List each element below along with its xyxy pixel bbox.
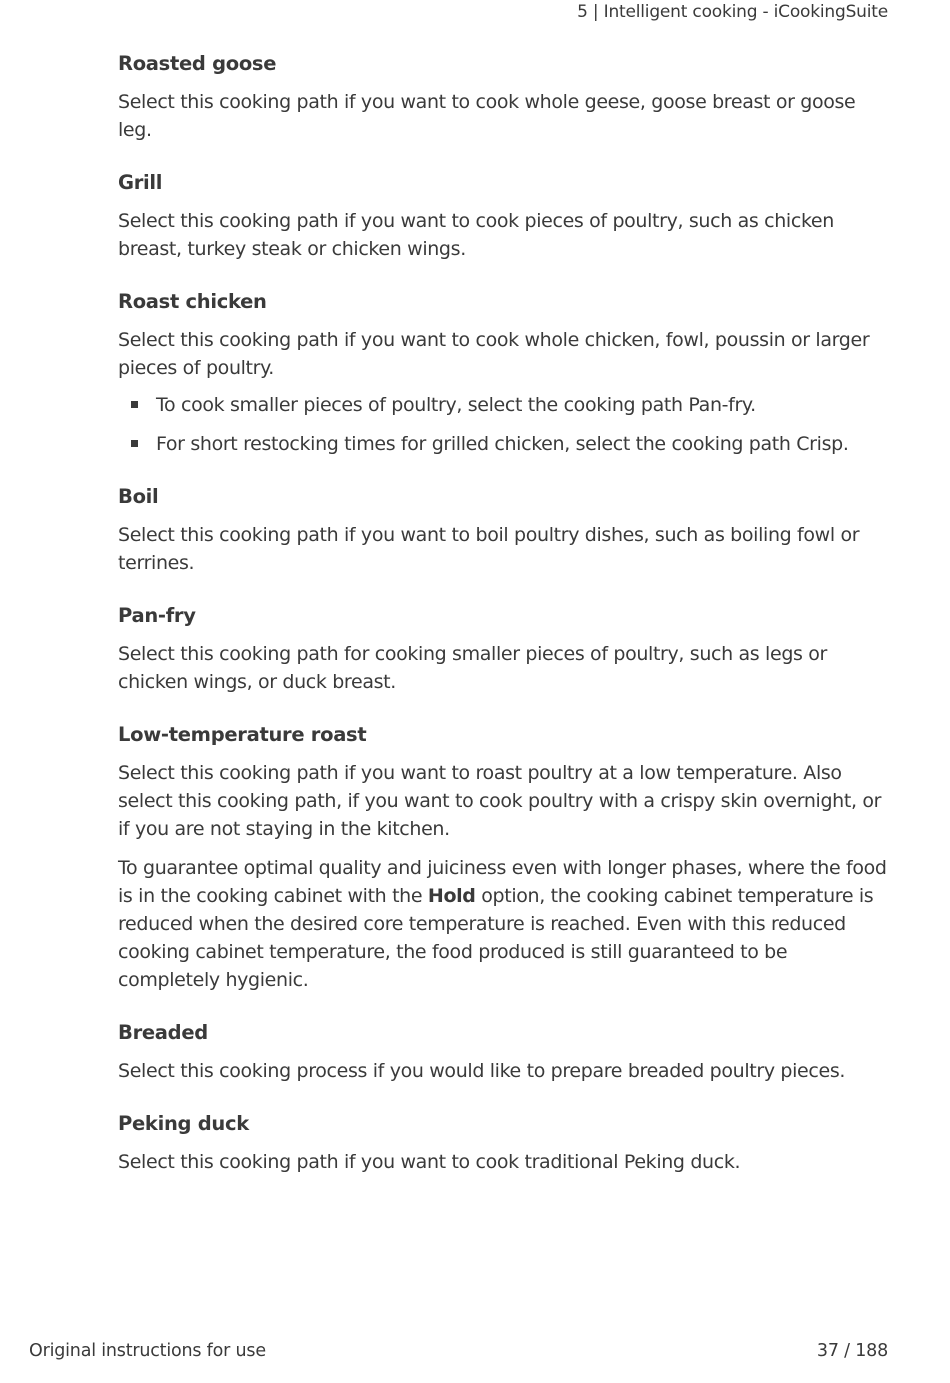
section-low-temperature-roast bbox=[118, 721, 893, 994]
bullet-list bbox=[118, 391, 893, 458]
section-heading: Roasted goose bbox=[118, 52, 277, 75]
section-heading: Boil bbox=[118, 485, 159, 508]
list-item bbox=[118, 391, 893, 419]
list-item bbox=[118, 430, 893, 458]
hold-option-label: Hold bbox=[427, 885, 476, 907]
section-paragraph: Select this cooking path if you want to boil poultry dishes, such as boiling fowl or terrines. bbox=[118, 524, 860, 574]
section-paragraph: Select this cooking path for cooking smaller pieces of poultry, such as legs or chicken wings, or duck breast. bbox=[118, 643, 827, 693]
section-breaded bbox=[118, 1019, 893, 1085]
running-header: 5 | Intelligent cooking - iCookingSuite bbox=[577, 2, 888, 22]
section-paragraph-hold bbox=[118, 854, 893, 994]
square-bullet-icon bbox=[131, 440, 138, 447]
section-paragraph: Select this cooking path if you want to cook pieces of poultry, such as chicken breast, turkey steak or chicken wings. bbox=[118, 210, 834, 260]
section-heading: Pan-fry bbox=[118, 604, 196, 627]
footer-document-title: Original instructions for use bbox=[29, 1341, 266, 1361]
section-paragraph: Select this cooking path if you want to cook whole chicken, fowl, poussin or larger pieces of poultry. bbox=[118, 329, 870, 379]
section-paragraph: Select this cooking path if you want to cook traditional Peking duck. bbox=[118, 1151, 741, 1173]
square-bullet-icon bbox=[131, 401, 138, 408]
section-roasted-goose bbox=[118, 50, 893, 144]
paragraph-text-before: To guarantee optimal quality and juiciness even with longer phases, where the food is in the cooking cabinet with the bbox=[118, 857, 887, 907]
section-paragraph: Select this cooking path if you want to cook whole geese, goose breast or goose leg. bbox=[118, 91, 856, 141]
section-boil bbox=[118, 483, 893, 577]
section-pan-fry bbox=[118, 602, 893, 696]
section-peking-duck bbox=[118, 1110, 893, 1176]
page-number: 37 / 188 bbox=[816, 1341, 888, 1361]
section-roast-chicken bbox=[118, 288, 893, 458]
paragraph-text-after: option, the cooking cabinet temperature is reduced when the desired core temperature is reached. Even with this reduced cooking cabinet temperature, the food produced is still guaranteed to be completely hygienic. bbox=[118, 885, 874, 991]
section-heading: Breaded bbox=[118, 1021, 208, 1044]
section-paragraph: Select this cooking process if you would like to prepare breaded poultry pieces. bbox=[118, 1060, 846, 1082]
list-item-text: To cook smaller pieces of poultry, select the cooking path Pan-fry. bbox=[156, 394, 756, 416]
section-grill bbox=[118, 169, 893, 263]
section-heading: Low-temperature roast bbox=[118, 723, 367, 746]
section-heading: Grill bbox=[118, 171, 163, 194]
section-heading: Roast chicken bbox=[118, 290, 267, 313]
section-paragraph: Select this cooking path if you want to roast poultry at a low temperature. Also select this cooking path, if you want to cook poultry with a crispy skin overnight, or if you are not staying in the kitchen. bbox=[118, 762, 882, 840]
document-body bbox=[118, 50, 893, 1201]
list-item-text: For short restocking times for grilled chicken, select the cooking path Crisp. bbox=[156, 433, 849, 455]
section-heading: Peking duck bbox=[118, 1112, 249, 1135]
